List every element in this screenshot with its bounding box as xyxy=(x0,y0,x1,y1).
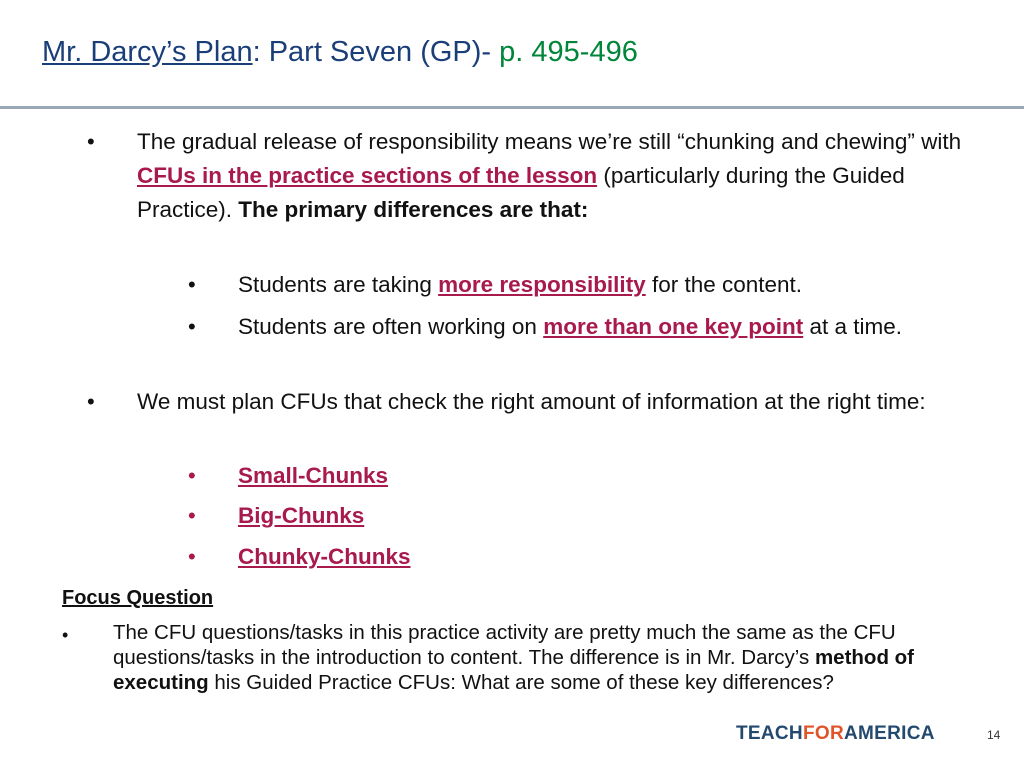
sub1-text-a: Students are taking xyxy=(238,272,439,297)
bullet-point-1 xyxy=(137,125,997,227)
chunk-2-marker: • xyxy=(188,503,196,528)
sub-bullet-2-marker: • xyxy=(188,314,196,339)
sub-bullet-1 xyxy=(238,268,998,302)
bullet-point-2 xyxy=(137,385,997,419)
chunk-2-label: Big-Chunks xyxy=(238,503,365,528)
chunk-3-marker: • xyxy=(188,544,196,569)
point1-text-a: The gradual release of responsibility means we’re still “chunking and chewing” with xyxy=(137,129,962,154)
bullet-point-2-marker: • xyxy=(87,389,95,414)
title-page-range: p. 495-496 xyxy=(499,36,638,68)
sub-bullet-1-marker: • xyxy=(188,272,196,297)
logo-america: AMERICA xyxy=(843,723,935,744)
point2-text: We must plan CFUs that check the right amount of information at the right time: xyxy=(137,389,926,414)
title-divider xyxy=(0,106,1024,109)
focus-text-b: his Guided Practice CFUs: What are some of these key differences? xyxy=(208,671,834,694)
logo-for: FOR xyxy=(802,723,844,744)
focus-bold: method of executing xyxy=(113,646,915,694)
point1-bold: The primary differences are that: xyxy=(238,197,589,222)
point1-highlight: CFUs in the practice sections of the lesson xyxy=(137,163,598,188)
chunk-item-2 xyxy=(238,499,998,533)
focus-text-a: The CFU questions/tasks in this practice activity are pretty much the same as the CFU questions/tasks in the introduction to content. The difference is in Mr. Darcy’s xyxy=(113,621,896,669)
chunk-1-label: Small-Chunks xyxy=(238,463,389,488)
slide-number: 14 xyxy=(987,728,1001,742)
sub1-text-b: for the content. xyxy=(645,272,803,297)
sub1-highlight: more responsibility xyxy=(438,272,646,297)
sub2-highlight: more than one key point xyxy=(543,314,804,339)
title-middle: : Part Seven (GP)- xyxy=(252,36,500,68)
sub-bullet-2 xyxy=(238,310,998,344)
teach-for-america-logo xyxy=(736,722,935,746)
point1-text-b: (particularly during the Guided Practice). xyxy=(137,163,905,222)
chunk-1-marker: • xyxy=(188,463,196,488)
chunk-item-1 xyxy=(238,459,998,493)
sub2-text-b: at a time. xyxy=(803,314,903,339)
slide-title xyxy=(42,33,638,71)
logo-teach: TEACH xyxy=(736,723,803,744)
sub2-text-a: Students are often working on xyxy=(238,314,544,339)
focus-question-heading: Focus Question xyxy=(62,587,214,609)
focus-bullet-marker: • xyxy=(62,625,69,645)
chunk-item-3 xyxy=(238,540,998,574)
chunk-3-label: Chunky-Chunks xyxy=(238,544,411,569)
bullet-point-1-marker: • xyxy=(87,129,95,154)
title-link[interactable]: Mr. Darcy’s Plan xyxy=(42,36,253,68)
focus-question-text xyxy=(113,620,973,695)
